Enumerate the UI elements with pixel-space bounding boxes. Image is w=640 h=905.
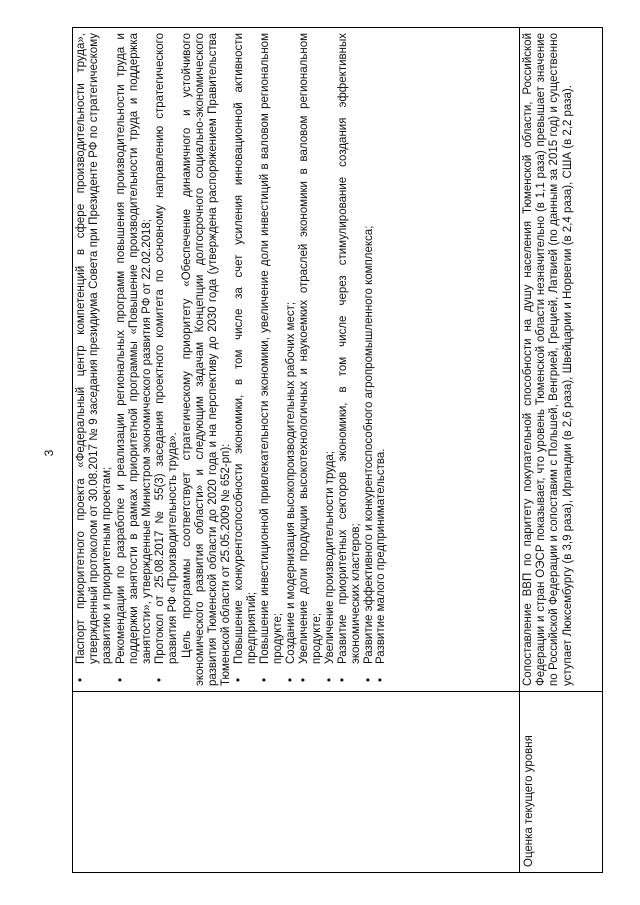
list-item: • Развитие приоритетных секторов экономики, в том числе через стимулирование создания эффективных экономических кластеров; [337,33,363,686]
program-goal-paragraph: Цель программы соответствует стратегическому приоритету «Обеспечение динамичного и устойчивого экономического развития области» и следующим задачам Концепции долгосрочного социально-экономического развития Тюменской области до 2020 года и на перспективу до 2030 года (утверждена распоряжением Правительства Тюменской области от 25.05.2009 № 652-рп): [180,33,233,686]
list-item: • Развитие эффективного и конкурентоспособного агропромышленного комплекса; [363,33,376,686]
row-1-label [73,692,520,873]
list-item: • Повышение конкурентоспособности экономики, в том числе за счет усиления инновационной активности предприятий; [233,33,259,686]
row-2-content: Сопоставление ВВП по паритету покупательной способности на душу населения Тюменской области, Российской Федерации и стран ОЭСР показывает, что уровень Тюменской области незначительно (в 1,1 раза) превышает значение по Российской Федерации и сопоставим с Польшей, Венгрией, Грецией, Латвией (по данным за 2015 год) и существенно уступает Люксембургу (в 3,9 раза), Ирландии (в 2,6 раза), Швейцарии и Норвегии (в 2,4 раза), США (в 2,2 раза). [520,28,603,692]
list-item: • Повышение инвестиционной привлекательности экономики, увеличение доли инвестиций в валовом региональном продукте; [259,33,285,686]
document-table-rotated [72,27,603,873]
concept-tasks-list [233,33,388,686]
list-item: • Развитие малого предпринимательства. [375,33,388,686]
table-row-sources [73,28,520,873]
table-row-current-level [520,28,603,873]
list-item: • Увеличение доли продукции высокотехнологичных и наукоемких отраслей экономики в валовом региональном продукте; [298,33,324,686]
source-documents-list [75,33,181,686]
row-1-content [73,28,520,692]
program-table [72,27,603,873]
list-item: • Рекомендации по разработке и реализации региональных программ повышения производительности труда и поддержки занятости в рамках приоритетной программы «Повышение производительности труда и поддержка занятости», утвержденные Министром экономического развития РФ от 22.02.2018; [115,33,155,686]
list-item: • Увеличение производительности труда; [324,33,337,686]
list-item: • Паспорт приоритетного проекта «Федеральный центр компетенций в сфере производительности труда», утвержденный протоколом от 30.08.2017 № 9 заседания президиума Совета при Президенте РФ по стратегическому развитию и приоритетным проектам; [75,33,115,686]
list-item: • Создание и модернизация высокопроизводительных рабочих мест; [285,33,298,686]
row-2-label: Оценка текущего уровня [520,692,603,873]
page-number: 3 [42,449,56,457]
list-item: • Протокол от 25.08.2017 № 55(3) заседания проектного комитета по основному направлению стратегического развития РФ «Производительность труда». [154,33,180,686]
